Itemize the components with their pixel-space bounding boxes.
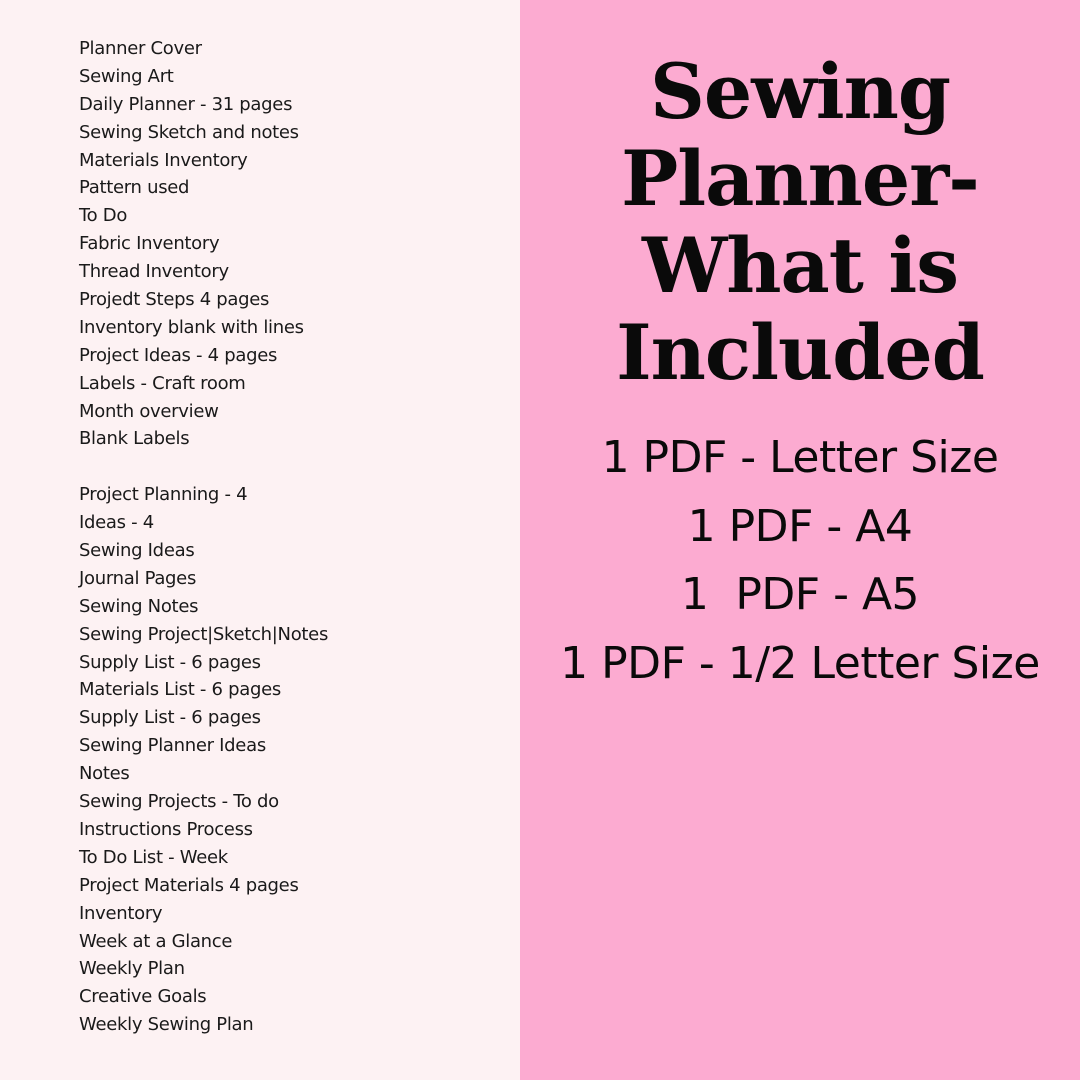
list-item: Inventory blank with lines — [79, 316, 304, 338]
list-item: Fabric Inventory — [79, 233, 220, 255]
title-line: Sewing — [650, 47, 950, 136]
list-item: Daily Planner - 31 pages — [79, 93, 293, 115]
list-item: Project Materials 4 pages — [79, 874, 299, 896]
list-item: To Do — [79, 205, 128, 227]
list-item: Week at a Glance — [79, 930, 233, 952]
list-item: Journal Pages — [79, 567, 197, 589]
list-spacer — [79, 453, 328, 481]
list-item: Materials List - 6 pages — [79, 679, 281, 701]
list-item: Sewing Planner Ideas — [79, 735, 266, 757]
list-item: Notes — [79, 763, 130, 785]
list-item: Blank Labels — [79, 428, 190, 450]
list-item: Sewing Projects - To do — [79, 791, 279, 813]
list-item: Sewing Ideas — [79, 540, 195, 562]
contents-list — [79, 35, 328, 1039]
list-item: Supply List - 6 pages — [79, 651, 261, 673]
format-item: 1 PDF - Letter Size — [601, 432, 999, 483]
list-item: Labels - Craft room — [79, 372, 246, 394]
list-item: Sewing Project|Sketch|Notes — [79, 623, 329, 645]
list-item: Weekly Sewing Plan — [79, 1014, 254, 1036]
list-item: Ideas - 4 — [79, 512, 154, 534]
title-line: What is — [641, 221, 959, 310]
list-item: Pattern used — [79, 177, 190, 199]
format-item: 1 PDF - A5 — [680, 569, 920, 620]
list-item: Materials Inventory — [79, 149, 248, 171]
format-item: 1 PDF - A4 — [687, 500, 913, 552]
list-item: Supply List - 6 pages — [79, 707, 261, 729]
list-item: Project Ideas - 4 pages — [79, 344, 278, 366]
list-item: Creative Goals — [79, 986, 207, 1008]
title-line: Included — [616, 308, 984, 397]
list-item: Inventory — [79, 902, 163, 924]
list-item: Sewing Art — [79, 65, 174, 87]
list-item: To Do List - Week — [79, 846, 228, 868]
list-item: Planner Cover — [79, 38, 202, 59]
list-item: Sewing Notes — [79, 595, 199, 617]
list-item: Weekly Plan — [79, 958, 185, 980]
list-item: Project Planning - 4 — [79, 484, 248, 506]
format-item: 1 PDF - 1/2 Letter Size — [560, 637, 1040, 689]
page-title — [520, 48, 1080, 396]
list-item: Thread Inventory — [79, 261, 229, 283]
list-item: Month overview — [79, 400, 219, 422]
list-item: Instructions Process — [79, 818, 253, 840]
list-item: Projedt Steps 4 pages — [79, 289, 270, 311]
title-line: Planner- — [621, 134, 979, 223]
format-list — [520, 424, 1080, 698]
list-item: Sewing Sketch and notes — [79, 121, 299, 143]
